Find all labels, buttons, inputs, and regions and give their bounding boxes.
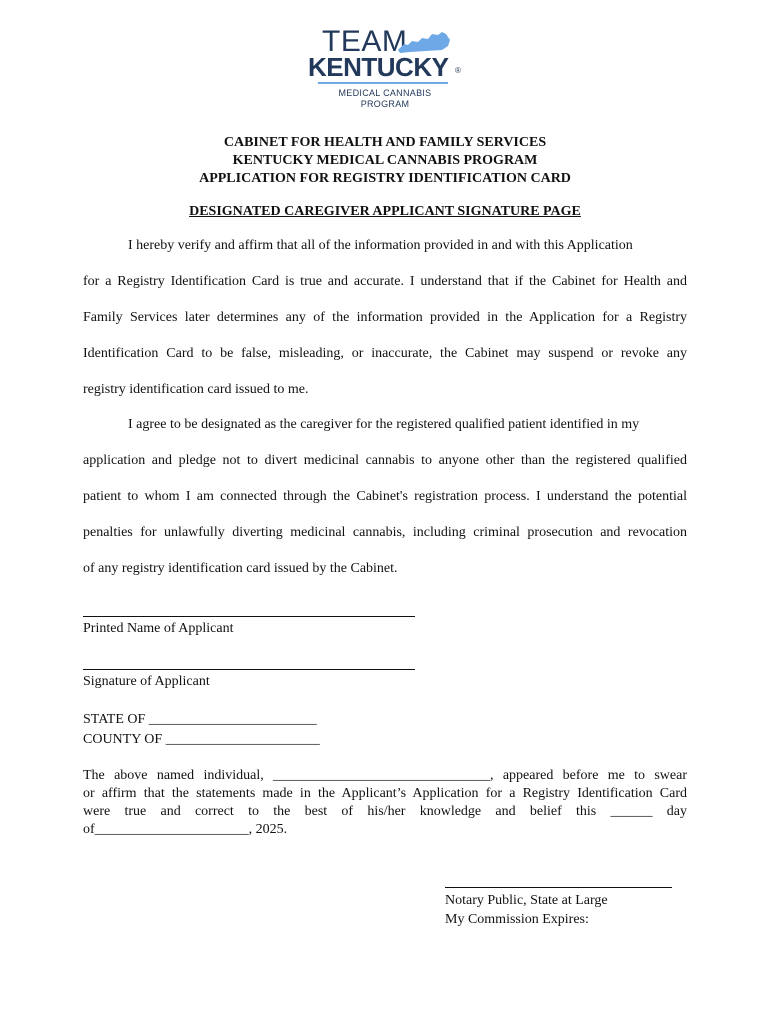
notary-public-label: Notary Public, State at Large: [445, 893, 608, 908]
logo-rule: [318, 82, 448, 84]
paragraph-line: patient to whom I am connected through the Cabinet's registration process. I understand the potential: [83, 489, 687, 504]
paragraph-line: application and pledge not to divert medicinal cannabis to anyone other than the registered qualified: [83, 453, 687, 468]
paragraph-line: penalties for unlawfully diverting medicinal cannabis, including criminal prosecution and revocation: [83, 525, 687, 540]
logo-program-line1: MEDICAL CANNABIS: [338, 88, 432, 98]
paragraph-line: were true and correct to the best of his/her knowledge and belief this ______ day: [83, 804, 687, 819]
paragraph-line: registry identification card issued to me.: [83, 382, 309, 397]
header-line3: APPLICATION FOR REGISTRY IDENTIFICATION CARD: [199, 171, 571, 186]
paragraph-line: I agree to be designated as the caregiver for the registered qualified patient identified in my: [128, 417, 640, 432]
state-field[interactable]: STATE OF ________________________: [83, 712, 317, 727]
document-header: [0, 134, 770, 188]
paragraph-line: Family Services later determines any of the information provided in the Application for a Registry: [83, 310, 687, 325]
paragraph-line: of any registry identification card issued by the Cabinet.: [83, 561, 398, 576]
paragraph-line: of______________________, 2025.: [83, 822, 288, 837]
printed-name-line[interactable]: [83, 616, 415, 617]
kentucky-state-icon: [396, 30, 452, 54]
logo-registered-mark: ®: [455, 66, 461, 75]
paragraph-line: for a Registry Identification Card is true and accurate. I understand that if the Cabinet for Health and: [83, 274, 687, 289]
section-title: DESIGNATED CAREGIVER APPLICANT SIGNATURE PAGE: [189, 204, 581, 219]
signature-line[interactable]: [83, 669, 415, 670]
county-field[interactable]: COUNTY OF ______________________: [83, 732, 320, 747]
logo-kentucky-text: KENTUCKY: [308, 52, 449, 82]
paragraph-line: or affirm that the statements made in the Applicant’s Application for a Registry Identification Card: [83, 786, 687, 801]
commission-expires-label: My Commission Expires:: [445, 912, 589, 927]
notary-signature-line[interactable]: [445, 887, 672, 888]
paragraph-line: The above named individual, _______________________________, appeared before me to swear: [83, 768, 687, 783]
team-kentucky-logo: [300, 26, 470, 118]
printed-name-label: Printed Name of Applicant: [83, 621, 234, 636]
paragraph-line: Identification Card to be false, misleading, or inaccurate, the Cabinet may suspend or revoke any: [83, 346, 687, 361]
logo-program-line2: PROGRAM: [360, 99, 410, 109]
signature-label: Signature of Applicant: [83, 674, 210, 689]
header-line2: KENTUCKY MEDICAL CANNABIS PROGRAM: [232, 153, 538, 168]
paragraph-line: I hereby verify and affirm that all of the information provided in and with this Application: [128, 238, 633, 253]
header-line1: CABINET FOR HEALTH AND FAMILY SERVICES: [223, 135, 547, 150]
logo-program-text: [300, 88, 470, 110]
logo-team-text: TEAM: [322, 25, 408, 58]
